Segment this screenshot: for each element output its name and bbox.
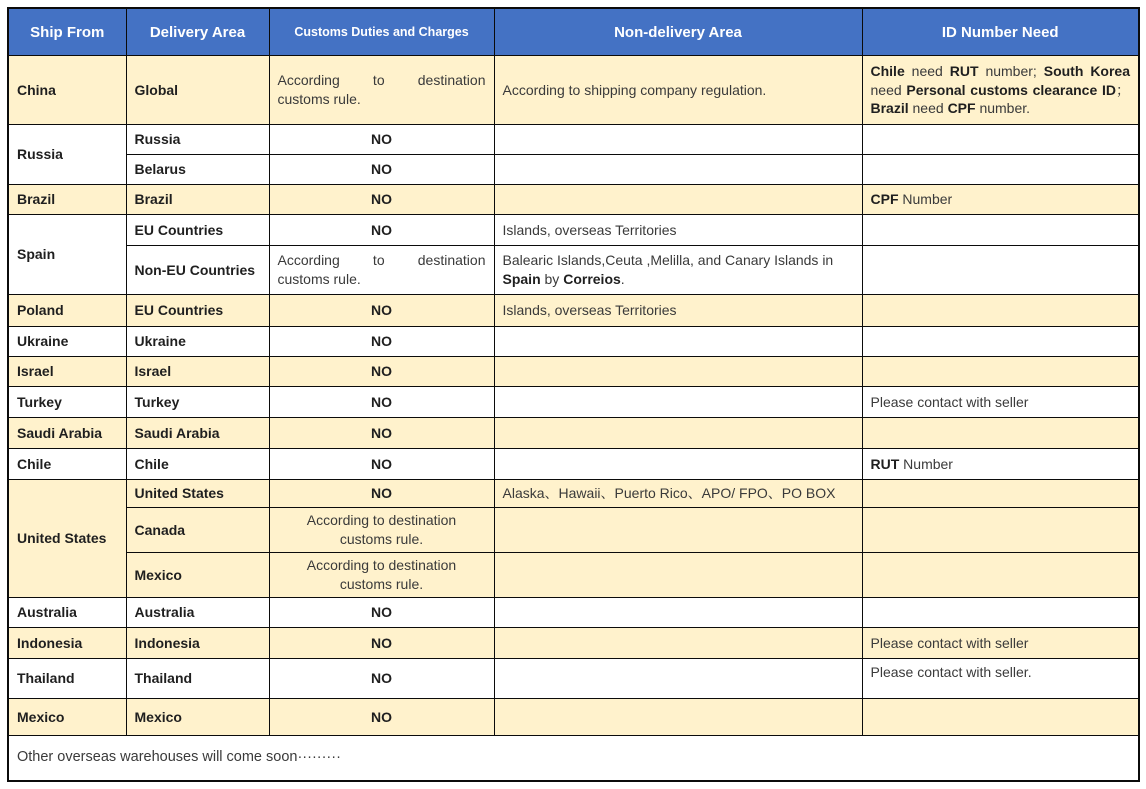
delivery-area-cell: Brazil <box>126 185 269 215</box>
id-number-cell <box>862 480 1139 508</box>
delivery-area-cell: Russia <box>126 125 269 155</box>
table-row <box>8 628 1139 659</box>
non-delivery-cell <box>494 327 862 357</box>
ship-from-cell: Australia <box>8 598 126 628</box>
delivery-area-cell: Indonesia <box>126 628 269 659</box>
footer-note: Other overseas warehouses will come soon········· <box>8 736 1139 782</box>
non-delivery-cell <box>494 699 862 736</box>
header-customs-duties: Customs Duties and Charges <box>269 8 494 56</box>
id-number-cell: RUT Number <box>862 449 1139 480</box>
delivery-area-cell: Saudi Arabia <box>126 418 269 449</box>
table-body <box>8 56 1139 736</box>
id-number-cell <box>862 246 1139 295</box>
non-delivery-cell: According to shipping company regulation. <box>494 56 862 125</box>
non-delivery-cell <box>494 508 862 553</box>
table-row <box>8 449 1139 480</box>
non-delivery-cell: Islands, overseas Territories <box>494 295 862 327</box>
delivery-area-cell: Global <box>126 56 269 125</box>
ship-from-cell: Israel <box>8 357 126 387</box>
table-row <box>8 508 1139 553</box>
table-row <box>8 357 1139 387</box>
delivery-area-cell: Belarus <box>126 155 269 185</box>
ship-from-cell: Poland <box>8 295 126 327</box>
non-delivery-cell: Alaska、Hawaii、Puerto Rico、APO/ FPO、PO BOX <box>494 480 862 508</box>
ship-from-cell: Indonesia <box>8 628 126 659</box>
non-delivery-cell <box>494 659 862 699</box>
customs-cell: According to destination customs rule. <box>269 56 494 125</box>
ship-from-cell: Mexico <box>8 699 126 736</box>
id-number-cell: Chile need RUT number; South Korea need Personal customs clearance ID； Brazil need CPF number. <box>862 56 1139 125</box>
customs-cell: NO <box>269 480 494 508</box>
table-row <box>8 387 1139 418</box>
table-row <box>8 125 1139 155</box>
delivery-area-cell: Chile <box>126 449 269 480</box>
customs-cell: NO <box>269 295 494 327</box>
non-delivery-cell <box>494 357 862 387</box>
customs-cell: According to destination customs rule. <box>269 508 494 553</box>
customs-cell: NO <box>269 699 494 736</box>
ship-from-cell: Spain <box>8 215 126 295</box>
customs-cell: NO <box>269 125 494 155</box>
delivery-area-cell: United States <box>126 480 269 508</box>
table-row <box>8 659 1139 699</box>
id-number-cell <box>862 508 1139 553</box>
non-delivery-cell <box>494 598 862 628</box>
non-delivery-cell <box>494 628 862 659</box>
customs-cell: NO <box>269 418 494 449</box>
id-number-cell <box>862 553 1139 598</box>
ship-from-cell: Saudi Arabia <box>8 418 126 449</box>
delivery-area-cell: EU Countries <box>126 295 269 327</box>
table-row <box>8 327 1139 357</box>
id-number-cell <box>862 215 1139 246</box>
customs-cell: NO <box>269 155 494 185</box>
table-row <box>8 215 1139 246</box>
table-row <box>8 155 1139 185</box>
non-delivery-cell <box>494 418 862 449</box>
non-delivery-cell <box>494 387 862 418</box>
id-number-cell <box>862 155 1139 185</box>
customs-cell: NO <box>269 628 494 659</box>
shipping-table <box>7 7 1140 782</box>
customs-cell: NO <box>269 449 494 480</box>
table-row <box>8 56 1139 125</box>
id-number-cell: CPF Number <box>862 185 1139 215</box>
delivery-area-cell: Israel <box>126 357 269 387</box>
customs-cell: NO <box>269 387 494 418</box>
header-row <box>8 8 1139 56</box>
customs-cell: NO <box>269 185 494 215</box>
id-number-cell <box>862 418 1139 449</box>
non-delivery-cell: Balearic Islands,Ceuta ,Melilla, and Canary Islands in Spain by Correios. <box>494 246 862 295</box>
non-delivery-cell <box>494 553 862 598</box>
table-row <box>8 598 1139 628</box>
footer-row <box>8 736 1139 782</box>
delivery-area-cell: EU Countries <box>126 215 269 246</box>
id-number-cell: Please contact with seller. <box>862 659 1139 699</box>
non-delivery-cell <box>494 449 862 480</box>
non-delivery-cell: Islands, overseas Territories <box>494 215 862 246</box>
id-number-cell <box>862 699 1139 736</box>
ship-from-cell: United States <box>8 480 126 598</box>
table-row <box>8 553 1139 598</box>
ship-from-cell: Turkey <box>8 387 126 418</box>
customs-cell: NO <box>269 659 494 699</box>
non-delivery-cell <box>494 125 862 155</box>
id-number-cell <box>862 295 1139 327</box>
ship-from-cell: Chile <box>8 449 126 480</box>
non-delivery-cell <box>494 185 862 215</box>
id-number-cell <box>862 327 1139 357</box>
delivery-area-cell: Ukraine <box>126 327 269 357</box>
customs-cell: NO <box>269 598 494 628</box>
table-row <box>8 418 1139 449</box>
ship-from-cell: China <box>8 56 126 125</box>
header-non-delivery-area: Non-delivery Area <box>494 8 862 56</box>
ship-from-cell: Thailand <box>8 659 126 699</box>
delivery-area-cell: Canada <box>126 508 269 553</box>
id-number-cell <box>862 357 1139 387</box>
id-number-cell <box>862 125 1139 155</box>
delivery-area-cell: Mexico <box>126 553 269 598</box>
header-id-number-need: ID Number Need <box>862 8 1139 56</box>
table-row <box>8 699 1139 736</box>
ship-from-cell: Brazil <box>8 185 126 215</box>
delivery-area-cell: Turkey <box>126 387 269 418</box>
id-number-cell: Please contact with seller <box>862 628 1139 659</box>
customs-cell: NO <box>269 215 494 246</box>
header-delivery-area: Delivery Area <box>126 8 269 56</box>
id-number-cell: Please contact with seller <box>862 387 1139 418</box>
table-row <box>8 246 1139 295</box>
header-ship-from: Ship From <box>8 8 126 56</box>
table-row <box>8 295 1139 327</box>
delivery-area-cell: Mexico <box>126 699 269 736</box>
customs-cell: According to destination customs rule. <box>269 246 494 295</box>
delivery-area-cell: Non-EU Countries <box>126 246 269 295</box>
ship-from-cell: Ukraine <box>8 327 126 357</box>
table-row <box>8 185 1139 215</box>
delivery-area-cell: Australia <box>126 598 269 628</box>
ship-from-cell: Russia <box>8 125 126 185</box>
customs-cell: NO <box>269 357 494 387</box>
non-delivery-cell <box>494 155 862 185</box>
table-row <box>8 480 1139 508</box>
customs-cell: According to destination customs rule. <box>269 553 494 598</box>
id-number-cell <box>862 598 1139 628</box>
customs-cell: NO <box>269 327 494 357</box>
delivery-area-cell: Thailand <box>126 659 269 699</box>
